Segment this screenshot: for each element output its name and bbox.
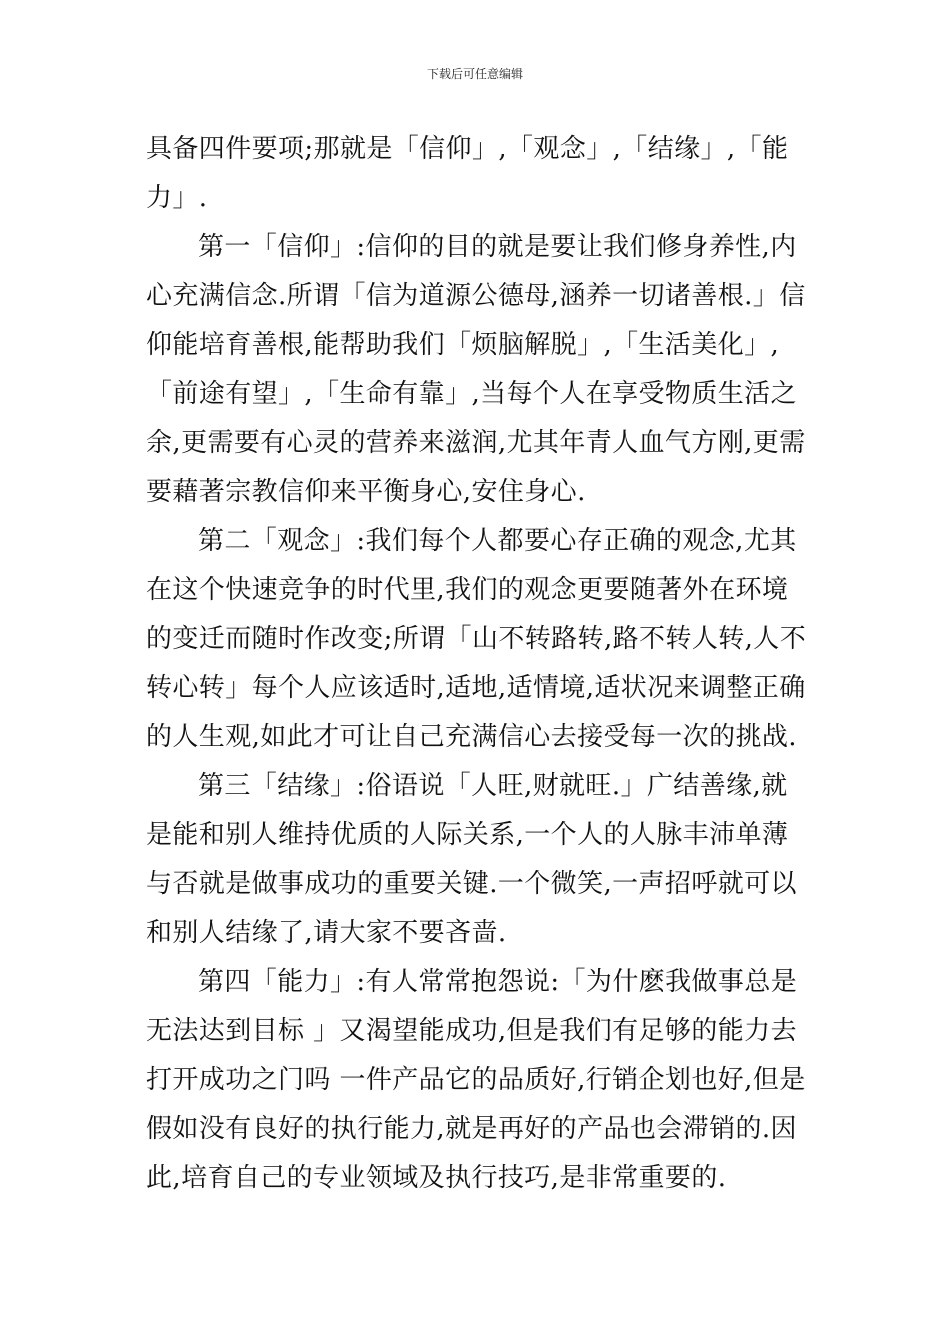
document-body xyxy=(146,125,810,1203)
paragraph-concept: 第二「观念」:我们每个人都要心存正确的观念,尤其在这个快速竞争的时代里,我们的观念更要随著外在环境的变迁而随时作改变;所谓「山不转路转,路不转人转,人不转心转」每个人应该适时,适地,适情境,适状况来调整正确的人生观,如此才可让自己充满信心去接受每一次的挑战. xyxy=(146,526,807,752)
paragraph-ability: 第四「能力」:有人常常抱怨说:「为什麽我做事总是无法达到目标 」又渴望能成功,但是我们有足够的能力去打开成功之门吗 一件产品它的品质好,行销企划也好,但是假如没有良好的执行能力,就是再好的产品也会滞销的.因此,培育自己的专业领域及执行技巧,是非常重要的. xyxy=(146,967,806,1193)
paragraph-intro: 具备四件要项;那就是「信仰」,「观念」,「结缘」,「能力」. xyxy=(146,134,789,213)
paragraph-connection: 第三「结缘」:俗语说「人旺,财就旺.」广结善缘,就是能和别人维持优质的人际关系,一个人的人脉丰沛单薄与否就是做事成功的重要关键.一个微笑,一声招呼就可以和别人结缘了,请大家不要吝啬. xyxy=(146,771,797,948)
page-header: 下载后可任意编辑 xyxy=(426,67,523,81)
paragraph-belief: 第一「信仰」:信仰的目的就是要让我们修身养性,内心充满信念.所谓「信为道源公德母,涵养一切诸善根.」信仰能培育善根,能帮助我们「烦脑解脱」,「生活美化」,「前途有望」,「生命有靠」,当每个人在享受物质生活之余,更需要有心灵的营养来滋润,尤其年青人血气方刚,更需要藉著宗教信仰来平衡身心,安住身心. xyxy=(146,232,806,507)
